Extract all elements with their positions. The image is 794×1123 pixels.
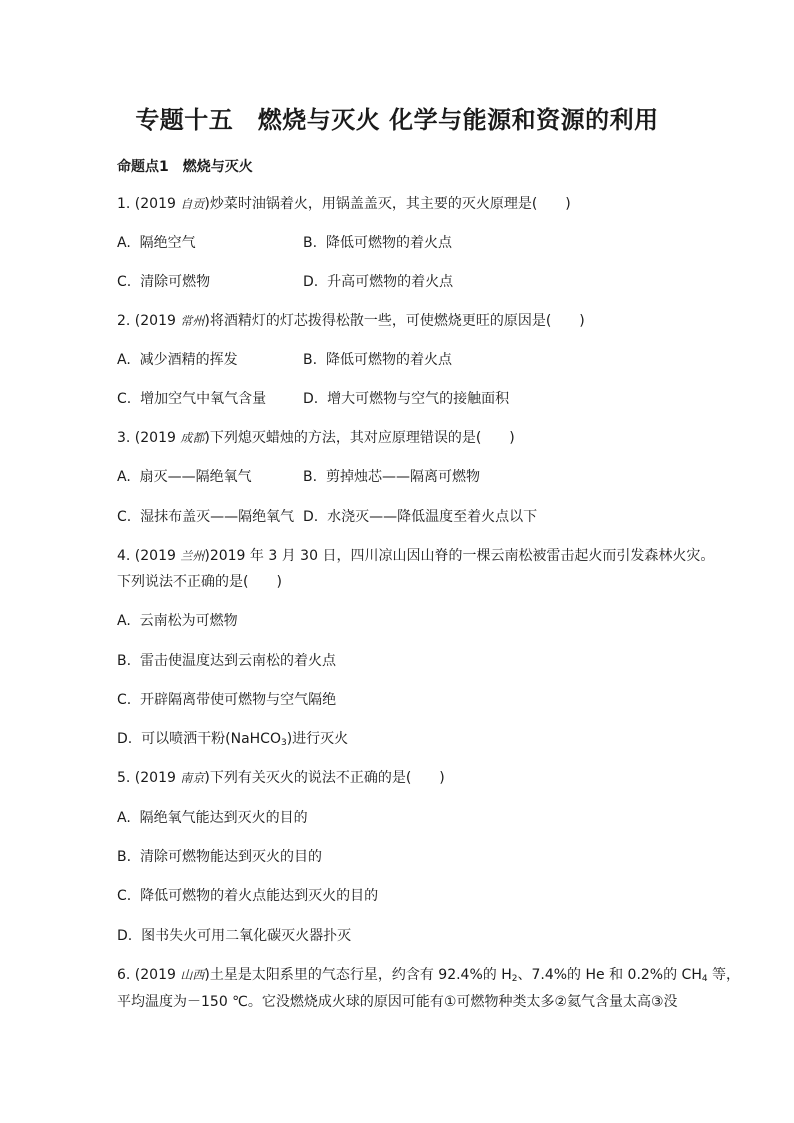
option-d: D. 图书失火可用二氧化碳灭火器扑灭 bbox=[117, 928, 352, 944]
option-a: A. 扇灭——隔绝氧气 bbox=[117, 469, 252, 485]
option-c: C. 开辟隔离带使可燃物与空气隔绝 bbox=[117, 692, 337, 708]
question-1 bbox=[117, 194, 571, 214]
question-text-end: 等， bbox=[707, 967, 741, 983]
option-a: A. 隔绝氧气能达到灭火的目的 bbox=[117, 810, 308, 826]
option-d bbox=[117, 729, 348, 749]
question-text: )下列熄灭蜡烛的方法，其对应原理错误的是( ) bbox=[204, 430, 515, 446]
question-number: 6. (2019 bbox=[117, 967, 181, 983]
option-b: B. 剪掉烛芯——隔离可燃物 bbox=[303, 469, 480, 485]
question-4 bbox=[117, 546, 714, 566]
question-source: 自贡 bbox=[180, 197, 205, 211]
question-source: 兰州 bbox=[180, 549, 205, 563]
option-c: C. 增加空气中氧气含量 bbox=[117, 391, 267, 407]
option-a: A. 隔绝空气 bbox=[117, 235, 196, 251]
question-number: 5. (2019 bbox=[117, 770, 181, 786]
question-text: )2019 年 3 月 30 日，四川凉山因山脊的一棵云南松被雷击起火而引发森林火灾。 bbox=[204, 548, 715, 564]
question-6 bbox=[117, 965, 740, 985]
question-text-cont: 、7.4%的 He 和 0.2%的 CH bbox=[517, 967, 702, 983]
question-number: 4. (2019 bbox=[117, 548, 181, 564]
question-source: 成都 bbox=[180, 431, 205, 445]
question-text: )炒菜时油锅着火，用锅盖盖灭，其主要的灭火原理是( ) bbox=[204, 196, 571, 212]
section-heading: 命题点1 燃烧与灭火 bbox=[117, 159, 253, 175]
question-text: )下列有关灭火的说法不正确的是( ) bbox=[204, 770, 445, 786]
question-number: 1. (2019 bbox=[117, 196, 181, 212]
subscript: 4 bbox=[701, 974, 708, 984]
option-d: D. 水浇灭——降低温度至着火点以下 bbox=[303, 509, 538, 525]
option-d-text-end: )进行灭火 bbox=[286, 731, 349, 747]
question-4-line-2: 下列说法不正确的是( ) bbox=[117, 574, 282, 590]
option-c: C. 湿抹布盖灭——隔绝氧气 bbox=[117, 509, 295, 525]
option-b: B. 降低可燃物的着火点 bbox=[303, 352, 452, 368]
question-number: 2. (2019 bbox=[117, 313, 181, 329]
question-6-line-2: 平均温度为－150 ℃。它没燃烧成火球的原因可能有①可燃物种类太多②氦气含量太高③没 bbox=[117, 994, 678, 1010]
question-number: 3. (2019 bbox=[117, 430, 181, 446]
option-c: C. 降低可燃物的着火点能达到灭火的目的 bbox=[117, 888, 379, 904]
question-5 bbox=[117, 768, 445, 788]
page-title: 专题十五 燃烧与灭火 化学与能源和资源的利用 bbox=[135, 106, 659, 134]
subscript: 3 bbox=[280, 738, 287, 748]
option-d-text: D. 可以喷洒干粉(NaHCO bbox=[117, 731, 281, 747]
question-text: )土星是太阳系里的气态行星，约含有 92.4%的 H bbox=[204, 967, 512, 983]
option-d: D. 增大可燃物与空气的接触面积 bbox=[303, 391, 510, 407]
question-2 bbox=[117, 311, 585, 331]
option-a: A. 减少酒精的挥发 bbox=[117, 352, 238, 368]
subscript: 2 bbox=[511, 974, 518, 984]
question-text: )将酒精灯的灯芯拨得松散一些，可使燃烧更旺的原因是( ) bbox=[204, 313, 585, 329]
question-source: 山西 bbox=[180, 968, 205, 982]
question-3 bbox=[117, 428, 515, 448]
question-source: 常州 bbox=[180, 314, 205, 328]
option-c: C. 清除可燃物 bbox=[117, 274, 211, 290]
option-b: B. 降低可燃物的着火点 bbox=[303, 235, 452, 251]
option-a: A. 云南松为可燃物 bbox=[117, 613, 238, 629]
option-b: B. 雷击使温度达到云南松的着火点 bbox=[117, 653, 336, 669]
option-d: D. 升高可燃物的着火点 bbox=[303, 274, 454, 290]
question-source: 南京 bbox=[180, 771, 205, 785]
option-b: B. 清除可燃物能达到灭火的目的 bbox=[117, 849, 322, 865]
